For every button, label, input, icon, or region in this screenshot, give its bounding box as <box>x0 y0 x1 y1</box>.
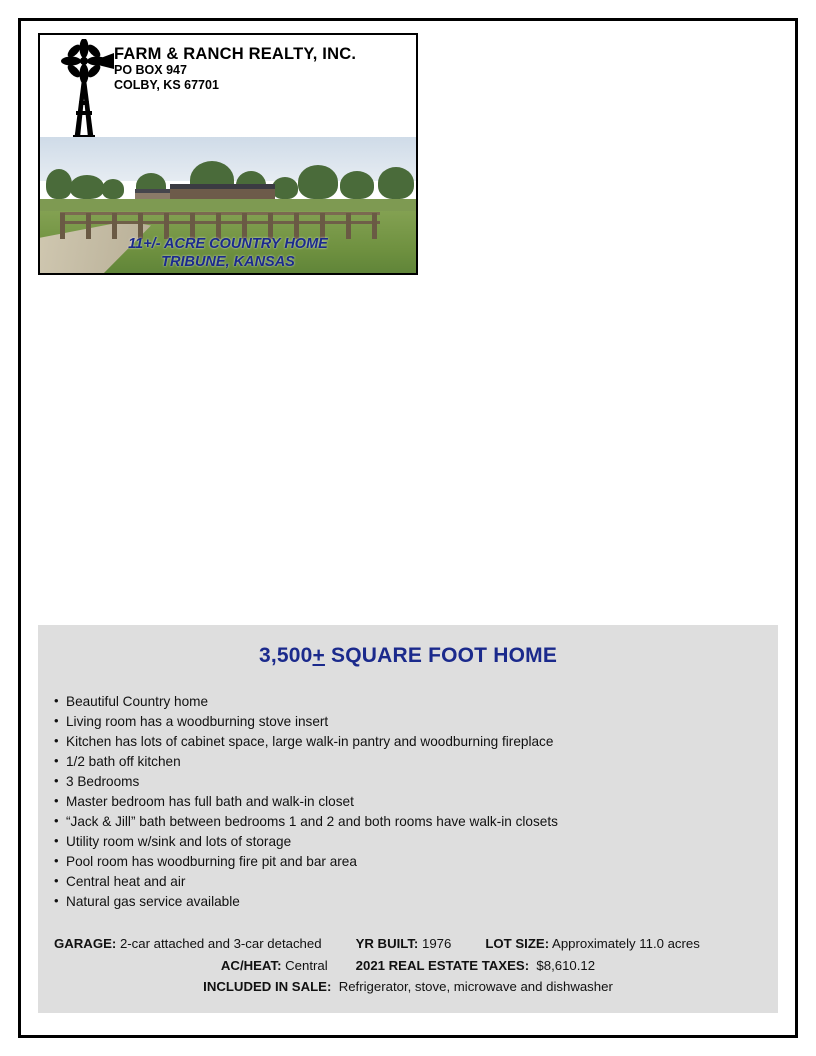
features-list <box>38 692 778 912</box>
fact-lot-size-value: Approximately 11.0 acres <box>552 935 700 951</box>
panel-title-rest: SQUARE FOOT HOME <box>324 644 558 667</box>
list-item: • Kitchen has lots of cabinet space, large walk-in pantry and woodburning fireplace <box>54 732 778 752</box>
fact-lot-size-label: LOT SIZE: <box>485 935 550 951</box>
facts-row-1 <box>38 933 778 955</box>
list-item: • Pool room has woodburning fire pit and bar area <box>54 852 778 872</box>
list-item: • Master bedroom has full bath and walk-in closet <box>54 792 778 812</box>
letterhead-text-area <box>40 35 416 137</box>
photo-caption-line-2: TRIBUNE, KANSAS <box>161 253 295 270</box>
fact-lot-size <box>485 933 700 955</box>
letterhead-block <box>38 33 418 275</box>
property-photo <box>40 137 416 275</box>
list-item: • Central heat and air <box>54 872 778 892</box>
fact-garage-label: GARAGE: <box>54 935 117 951</box>
panel-title-sqft: 3,500 <box>258 644 313 667</box>
panel-title-plus: + <box>312 644 325 667</box>
fact-garage-value: 2-car attached and 3-car detached <box>119 935 322 951</box>
company-name: FARM & RANCH REALTY, INC. <box>114 45 357 63</box>
fact-ac-heat-value: Central <box>285 957 328 973</box>
panel-title <box>38 625 778 668</box>
property-facts <box>38 933 778 999</box>
details-panel <box>38 625 778 1013</box>
fact-included-value: Refrigerator, stove, microwave and dishwasher <box>338 979 613 995</box>
fact-year-built <box>356 933 452 955</box>
list-item: • “Jack & Jill” bath between bedrooms 1 and 2 and both rooms have walk-in closets <box>54 812 778 832</box>
company-po-box: PO BOX 947 <box>114 63 187 78</box>
list-item: • 1/2 bath off kitchen <box>54 752 778 772</box>
photo-caption-line-1: 11+/- ACRE COUNTRY HOME <box>128 235 328 252</box>
list-item: • Utility room w/sink and lots of storage <box>54 832 778 852</box>
photo-caption <box>40 235 416 271</box>
list-item: • 3 Bedrooms <box>54 772 778 792</box>
facts-row-2 <box>38 955 778 977</box>
fact-taxes <box>356 955 595 977</box>
fact-year-built-label: YR BUILT: <box>355 935 419 951</box>
letterhead-text <box>114 46 356 92</box>
fact-taxes-value: $8,610.12 <box>536 957 596 973</box>
fact-ac-heat <box>221 955 328 977</box>
fact-garage <box>54 933 322 955</box>
list-item: • Beautiful Country home <box>54 692 778 712</box>
list-item: • Living room has a woodburning stove insert <box>54 712 778 732</box>
company-city-state-zip: COLBY, KS 67701 <box>114 77 219 92</box>
list-item: • Natural gas service available <box>54 892 778 912</box>
facts-row-3 <box>38 976 778 998</box>
fact-included-label: INCLUDED IN SALE: <box>203 979 332 995</box>
fact-ac-heat-label: AC/HEAT: <box>220 957 282 973</box>
fact-included-in-sale <box>203 976 613 998</box>
fact-year-built-value: 1976 <box>422 935 452 951</box>
fact-taxes-label: 2021 REAL ESTATE TAXES: <box>355 957 530 973</box>
